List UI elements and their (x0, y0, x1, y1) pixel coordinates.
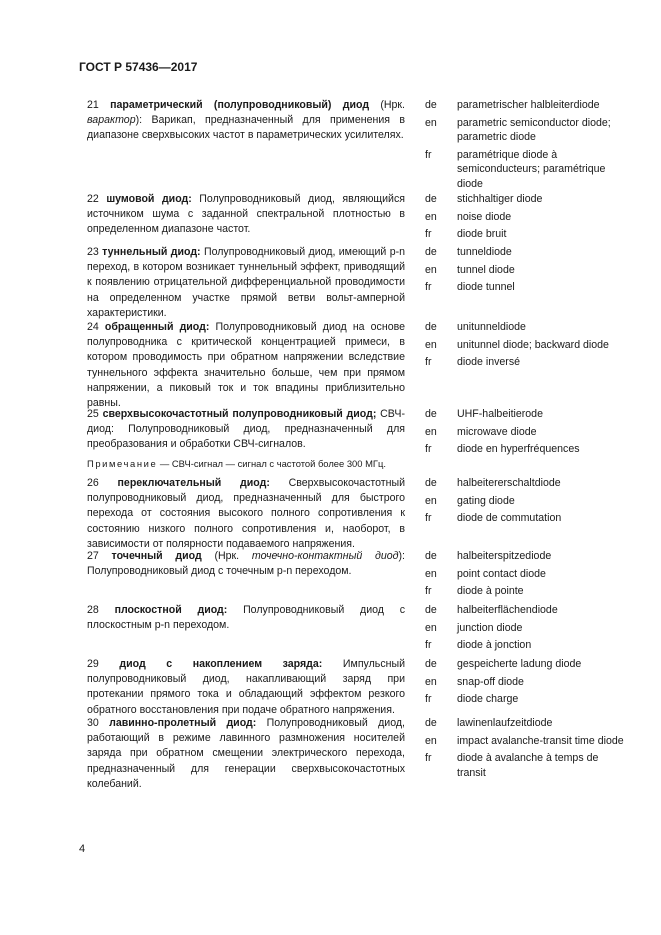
translation-fr: fr diode en hyperfréquences (425, 443, 580, 456)
term-entry-22 (87, 192, 405, 238)
term-title: параметрический (полупроводниковый) диод (110, 99, 370, 111)
term-number: 27 (87, 550, 99, 562)
translation-de: de UHF-halbeitierode (425, 408, 543, 420)
term-title: точечный диод (111, 550, 202, 562)
term-title: сверхвысокочастотный полупроводниковый диод; (102, 408, 377, 420)
term-entry-21 (87, 98, 405, 144)
translation-de: de halbeiterflächendiode (425, 604, 558, 616)
translation-fr: fr diode de commutation (425, 512, 562, 525)
translation-en: en junction diode (425, 621, 523, 634)
term-definition: СВЧ-диод: Полупроводниковый диод, предназначенный для преобразования и обработки СВЧ-сигналов. (87, 408, 405, 451)
translation-de: de halbeitererschaltdiode (425, 477, 561, 489)
translation-de: de stichhaltiger diode (425, 193, 543, 205)
term-alt: варактор (87, 114, 136, 127)
term-title: туннельный диод: (102, 246, 201, 258)
translations-22 (425, 192, 625, 245)
translations-24 (425, 320, 625, 373)
term-title: диод с накоплением заряда: (119, 658, 323, 670)
translation-en: en point contact diode (425, 567, 546, 580)
translation-fr: fr diode inversé (425, 356, 521, 369)
term-number: 23 (87, 246, 99, 258)
translation-de: de gespeicherte ladung diode (425, 658, 582, 670)
term-title: шумовой диод: (106, 193, 192, 205)
term-alt: точечно-контактный диод (251, 550, 399, 562)
translation-en: en noise diode (425, 210, 512, 223)
translations-27 (425, 549, 625, 602)
translation-en: en gating diode (425, 494, 515, 507)
term-title: обращенный диод: (104, 321, 210, 333)
translation-de: de lawinenlaufzeitdiode (425, 717, 553, 729)
term-number: 21 (87, 99, 99, 111)
document-header: ГОСТ Р 57436—2017 (79, 60, 198, 74)
translations-25 (425, 407, 625, 460)
term-number: 29 (87, 658, 99, 670)
translation-en: en unitunnel diode; backward diode (425, 338, 609, 351)
translations-23 (425, 245, 625, 298)
term-number: 26 (87, 477, 99, 489)
term-title: лавинно-пролетный диод: (109, 717, 257, 729)
translation-fr: fr diode à avalanche à temps de transit (425, 752, 599, 779)
term-title: плоскостной диод: (114, 604, 228, 616)
translation-de: de parametrischer halbleiterdiode (425, 99, 600, 111)
translation-fr: fr diode charge (425, 693, 519, 706)
term-definition: ): Полупроводниковый диод с точечным p-n переходом. (87, 550, 405, 578)
term-entry-25 (87, 407, 405, 470)
translations-28 (425, 603, 625, 656)
translations-30 (425, 716, 625, 783)
note-text: — СВЧ-сигнал — сигнал с частотой более 300 МГц. (157, 457, 386, 469)
term-title: переключательный диод: (117, 477, 270, 489)
translation-fr: fr diode à jonction (425, 639, 532, 652)
term-number: 25 (87, 408, 99, 420)
term-number: 28 (87, 604, 99, 616)
translation-en: en tunnel diode (425, 263, 515, 276)
term-definition: Сверхвысокочастотный полупроводниковый диод, предназначенный для быстрого перехода от состояния высокого полного сопротивления к состоянию низкого полного сопротивления и, наоборот, в зависимости от полярности подаваемого напряжения. (87, 477, 405, 550)
term-entry-30 (87, 716, 405, 792)
translation-en: en microwave diode (425, 425, 537, 438)
translation-de: de tunneldiode (425, 246, 512, 258)
term-definition: Полупроводниковый диод на основе полупроводника с критической концентрацией примеси, в котором проводимость при обратном напряжении вследствие туннельного эффекта значительно больше, чем при прямом напряжении, а пиковый ток и ток впадины приблизительно равны. (87, 321, 405, 410)
translation-en: en snap-off diode (425, 675, 524, 688)
translations-21 (425, 98, 625, 195)
translation-fr: fr diode tunnel (425, 281, 515, 294)
term-definition: Полупроводниковый диод, имеющий p-n переход, в котором возникает туннельный эффект, приводящий к появлению отрицательной дифференциальной проводимости на определенном участке прямой ветви вольт-амперной характеристики. (87, 246, 406, 319)
translations-29 (425, 657, 625, 710)
term-entry-23 (87, 245, 405, 321)
note-label: Примечание (87, 457, 158, 469)
term-definition: Импульсный полупроводниковый диод, накапливающий заряд при протекании прямого тока и обладающий эффектом резкого обратного восстановления при подаче обратного напряжения. (87, 658, 405, 716)
term-entry-27 (87, 549, 405, 579)
note (87, 457, 405, 470)
term-definition: Полупроводниковый диод, работающий в режиме лавинного размножения носителей заряда при обратном смещении электрического перехода, предназначенный для генерации сверхвысокочастотных колебаний. (87, 717, 405, 790)
term-number: 30 (87, 717, 99, 729)
translation-en: en impact avalanche-transit time diode (425, 734, 624, 747)
term-definition: Полупроводниковый диод с плоскостным p-n переходом. (87, 604, 406, 632)
term-definition: Полупроводниковый диод, являющийся источником шума с заданной спектральной плотностью в определенном диапазоне частот. (87, 193, 405, 236)
term-entry-26 (87, 476, 405, 552)
term-definition: ): Варикап, предназначенный для применения в диапазоне сверхвысоких частот в параметрических усилителях. (87, 114, 405, 142)
translations-26 (425, 476, 625, 529)
translation-de: de halbeiterspitzediode (425, 550, 552, 562)
translation-fr: fr diode bruit (425, 228, 507, 241)
term-alt-prefix: (Нрк. (201, 550, 252, 562)
term-number: 22 (87, 193, 99, 205)
translation-de: de unitunneldiode (425, 321, 526, 333)
translation-fr: fr diode à pointe (425, 585, 524, 598)
term-entry-24 (87, 320, 405, 411)
term-entry-28 (87, 603, 405, 633)
translation-en: en parametric semiconductor diode; parametric diode (425, 116, 611, 144)
translation-fr: fr paramétrique diode à semiconducteurs; paramétrique diode (425, 148, 606, 190)
term-alt-prefix: (Нрк. (369, 99, 405, 111)
term-number: 24 (87, 321, 99, 333)
page-number: 4 (79, 843, 86, 855)
term-entry-29 (87, 657, 405, 718)
